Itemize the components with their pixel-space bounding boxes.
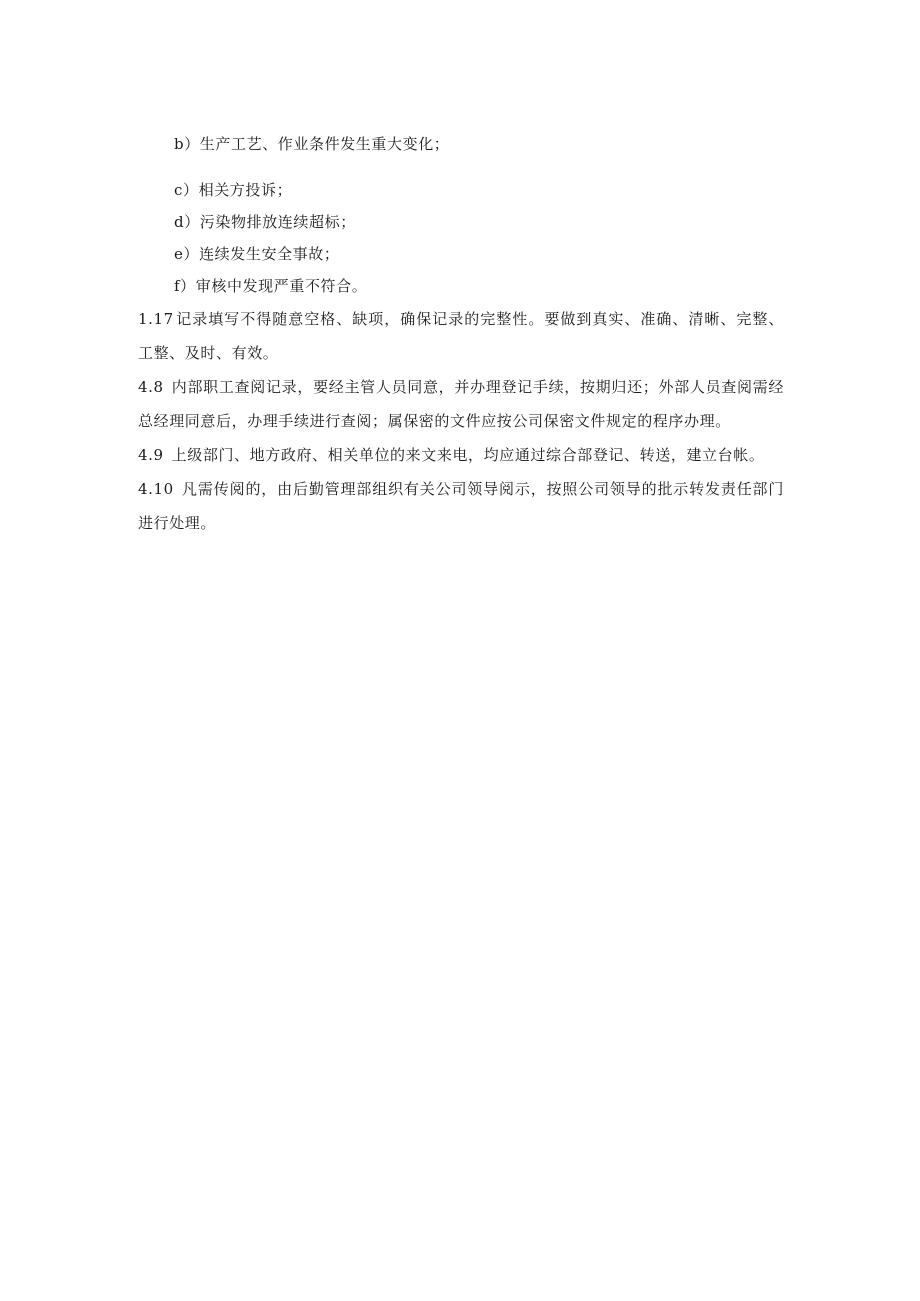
condition-item-b: b）生产工艺、作业条件发生重大变化； — [174, 135, 450, 153]
clause-text: 上级部门、地方政府、相关单位的来文来电，均应通过综合部登记、转送，建立台帐。 — [171, 446, 765, 464]
document-body — [138, 128, 784, 540]
clause-text: 内部职工查阅记录，要经主管人员同意，并办理登记手续，按期归还；外部人员查阅需经总经理同意后，办理手续进行查阅；属保密的文件应按公司保密文件规定的程序办理。 — [138, 378, 784, 430]
clause-4-10 — [138, 472, 784, 540]
clause-number: 4.10 — [138, 480, 174, 498]
condition-item-f: f）审核中发现严重不符合。 — [174, 277, 368, 295]
condition-list — [138, 128, 784, 302]
condition-item-c: c）相关方投诉； — [174, 181, 293, 199]
clause-text: 记录填写不得随意空格、缺项，确保记录的完整性。要做到真实、准确、清晰、完整、工整、及时、有效。 — [138, 310, 784, 362]
clause-number: 4.9 — [138, 446, 164, 464]
clause-4-8 — [138, 370, 784, 438]
clause-4-9 — [138, 438, 784, 472]
clause-text: 凡需传阅的，由后勤管理部组织有关公司领导阅示，按照公司领导的批示转发责任部门进行处理。 — [138, 480, 784, 532]
clause-number: 4.8 — [138, 378, 164, 396]
condition-item-d: d）污染物排放连续超标； — [174, 213, 356, 231]
clause-1-17 — [138, 302, 784, 370]
clause-number: 1.17 — [138, 310, 174, 328]
condition-item-e: e）连续发生安全事故； — [174, 245, 340, 263]
